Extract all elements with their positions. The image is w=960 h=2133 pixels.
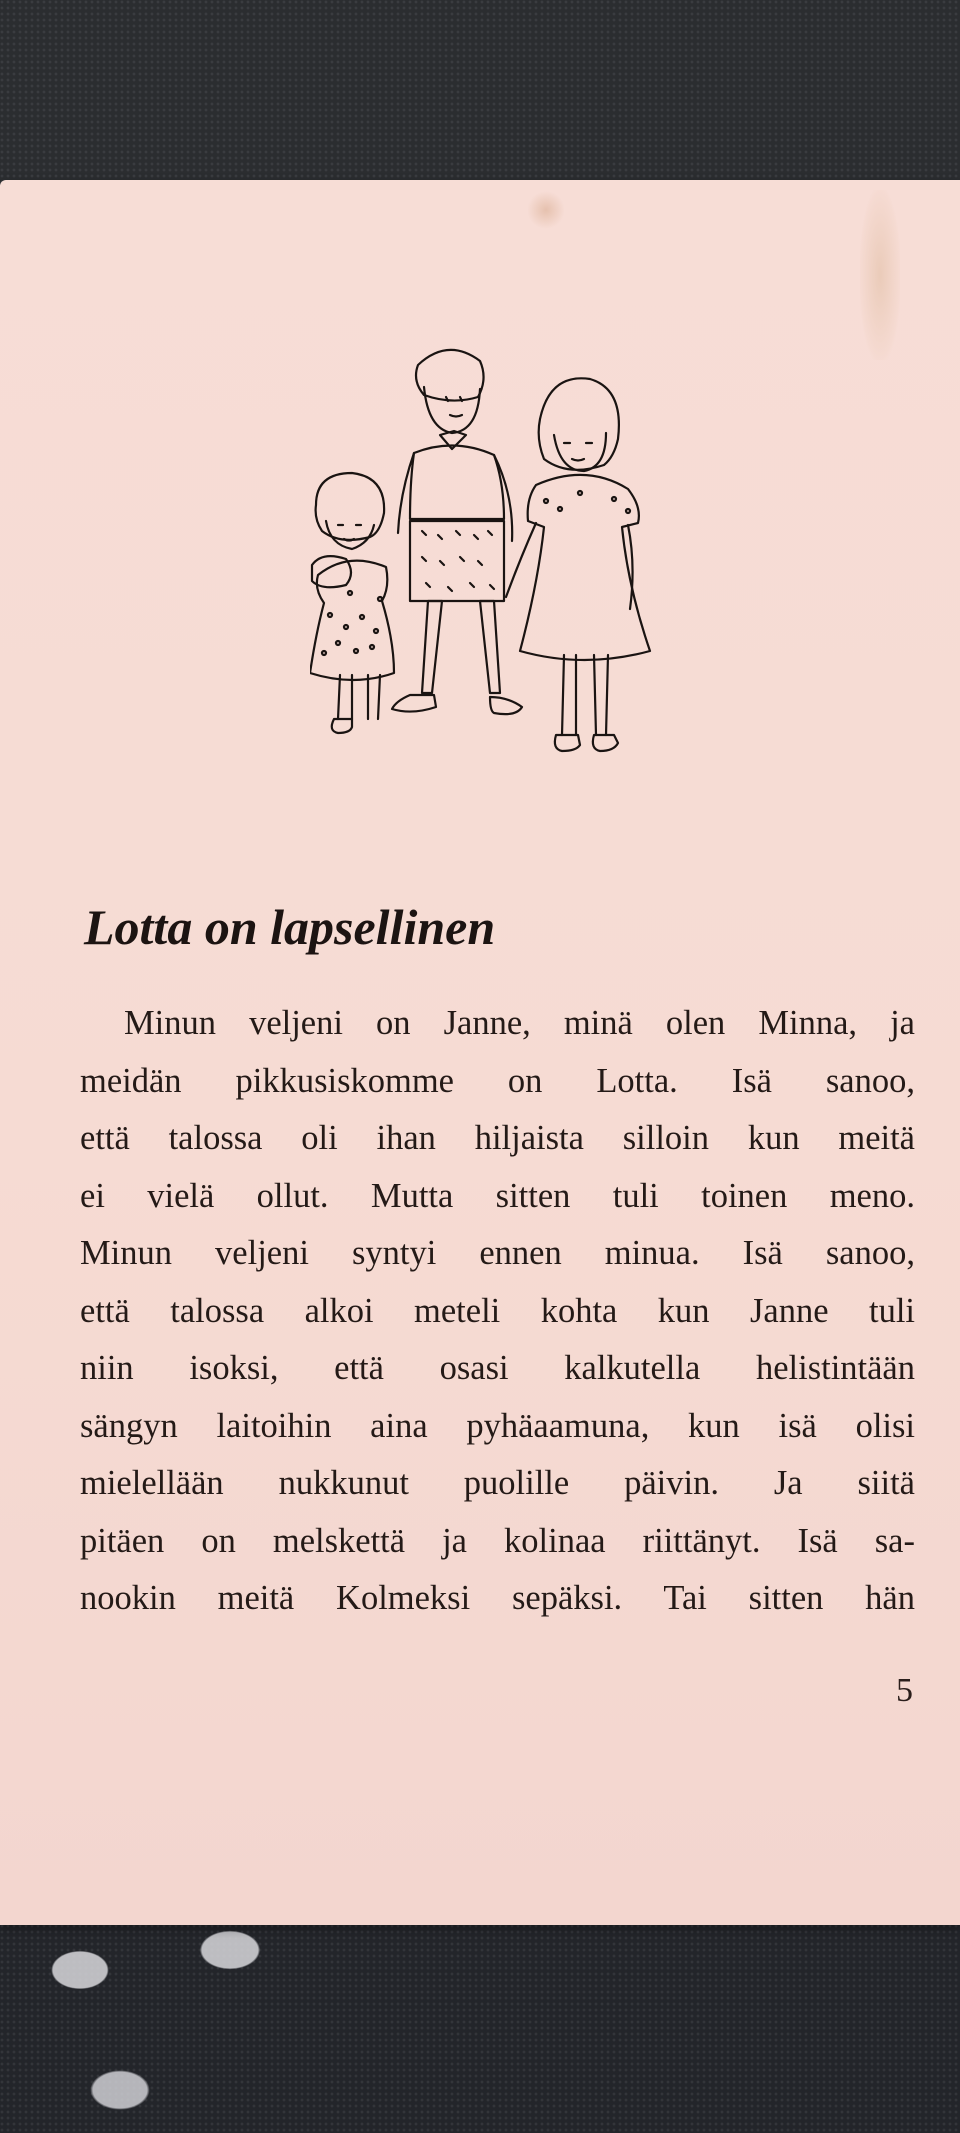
book-page [0,180,960,1925]
chapter-body [80,995,915,1628]
text-line: Minun veljeni on Janne, minä olen Minna, ja [124,1004,915,1042]
text-line: Minun veljeni syntyi ennen minua. Isä sanoo, [80,1234,915,1272]
text-line: että talossa alkoi meteli kohta kun Janne tuli [80,1291,915,1330]
fabric-pattern [0,1910,420,2133]
text-line: nookin meitä Kolmeksi sepäksi. Tai sitten hän [80,1579,915,1617]
text-line: niin isoksi, että osasi kalkutella helistintään [80,1349,915,1387]
chapter-title: Lotta on lapsellinen [84,899,496,955]
page-number: 5 [896,1672,913,1709]
page-stain [860,190,900,360]
text-line: että talossa oli ihan hiljaista silloin kun meitä [80,1119,915,1157]
text-line: ei vielä ollut. Mutta sitten tuli toinen meno. [80,1176,915,1215]
text-line: pitäen on melskettä ja kolinaa riittänyt. Isä sa- [80,1521,915,1560]
text-line: sängyn laitoihin aina pyhäaamuna, kun isä olisi [80,1406,915,1445]
children-illustration [310,335,670,805]
girl-figure [506,378,650,751]
boy-figure [392,350,522,714]
text-line: meidän pikkusiskomme on Lotta. Isä sanoo, [80,1061,915,1100]
little-girl-figure [310,473,394,733]
page-stain [528,190,564,230]
text-line: mielellään nukkunut puolille päivin. Ja siitä [80,1464,915,1502]
